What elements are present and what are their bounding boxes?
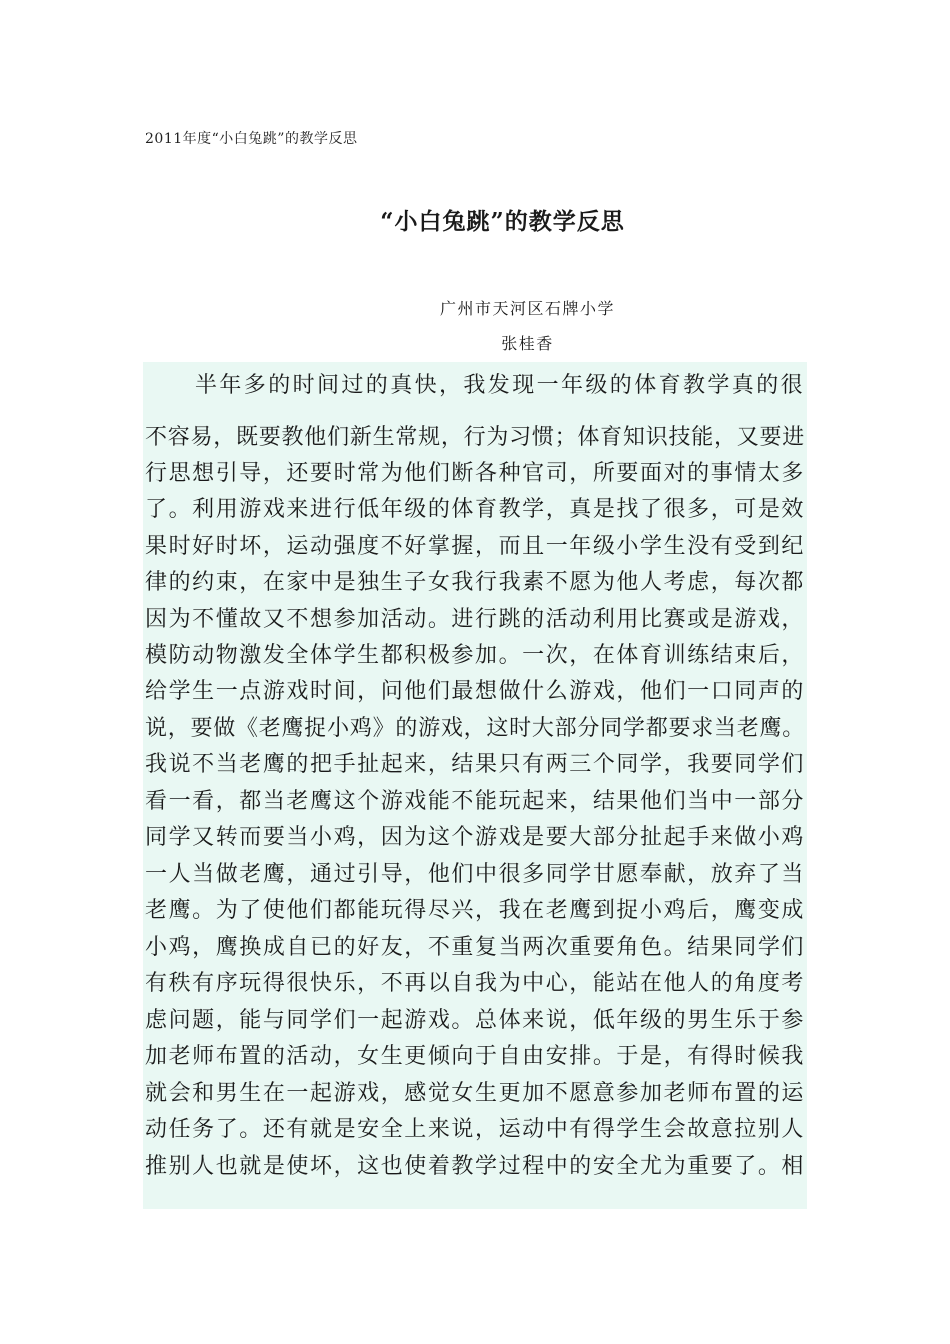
author-school: 广州市天河区石牌小学 [439, 299, 615, 318]
body-line-19: 加老师布置的活动，女生更倾向于自由安排。于是，有得时候我 [145, 1044, 806, 1069]
body-line-6: 律的约束，在家中是独生子女我行我素不愿为他人考虑，每次都 [145, 570, 806, 595]
body-line-8: 模防动物激发全体学生都积极参加。一次，在体育训练结束后， [145, 643, 806, 668]
body-line-16: 小鸡，鹰换成自已的好友，不重复当两次重要角色。结果同学们 [145, 935, 806, 960]
body-line-2: 不容易，既要教他们新生常规，行为习惯；体育知识技能，又要进 [145, 425, 806, 450]
body-line-4: 了。利用游戏来进行低年级的体育教学，真是找了很多，可是效 [145, 497, 806, 522]
body-line-17: 有秩有序玩得很快乐，不再以自我为中心，能站在他人的角度考 [145, 971, 806, 996]
body-line-22: 推别人也就是使坏，这也使着教学过程中的安全尤为重要了。相 [145, 1154, 806, 1179]
body-line-12: 看一看，都当老鹰这个游戏能不能玩起来，结果他们当中一部分 [145, 789, 806, 814]
body-line-10: 说，要做《老鹰捉小鸡》的游戏，这时大部分同学都要求当老鹰。 [145, 716, 806, 741]
document-header: 2011年度“小白兔跳”的教学反思 [145, 131, 358, 147]
body-line-1: 半年多的时间过的真快，我发现一年级的体育教学真的很 [195, 373, 806, 398]
body-line-14: 一人当做老鹰，通过引导，他们中很多同学甘愿奉献，放弃了当 [145, 862, 806, 887]
body-line-7: 因为不懂故又不想参加活动。进行跳的活动利用比赛或是游戏， [145, 607, 806, 632]
body-line-21: 动任务了。还有就是安全上来说，运动中有得学生会故意拉别人 [145, 1117, 806, 1142]
author-name: 张桂香 [501, 334, 554, 353]
document-title: “小白兔跳”的教学反思 [380, 208, 625, 235]
body-line-5: 果时好时坏，运动强度不好掌握，而且一年级小学生没有受到纪 [145, 534, 806, 559]
body-text [143, 362, 807, 1209]
body-line-3: 行思想引导，还要时常为他们断各种官司，所要面对的事情太多 [145, 461, 806, 486]
body-line-13: 同学又转而要当小鸡，因为这个游戏是要大部分扯起手来做小鸡 [145, 825, 806, 850]
body-line-9: 给学生一点游戏时间，问他们最想做什么游戏，他们一口同声的 [145, 679, 806, 704]
body-line-18: 虑问题，能与同学们一起游戏。总体来说，低年级的男生乐于参 [145, 1008, 806, 1033]
body-line-11: 我说不当老鹰的把手扯起来，结果只有两三个同学，我要同学们 [145, 752, 806, 777]
body-line-20: 就会和男生在一起游戏，感觉女生更加不愿意参加老师布置的运 [145, 1081, 806, 1106]
body-line-15: 老鹰。为了使他们都能玩得尽兴，我在老鹰到捉小鸡后，鹰变成 [145, 898, 806, 923]
